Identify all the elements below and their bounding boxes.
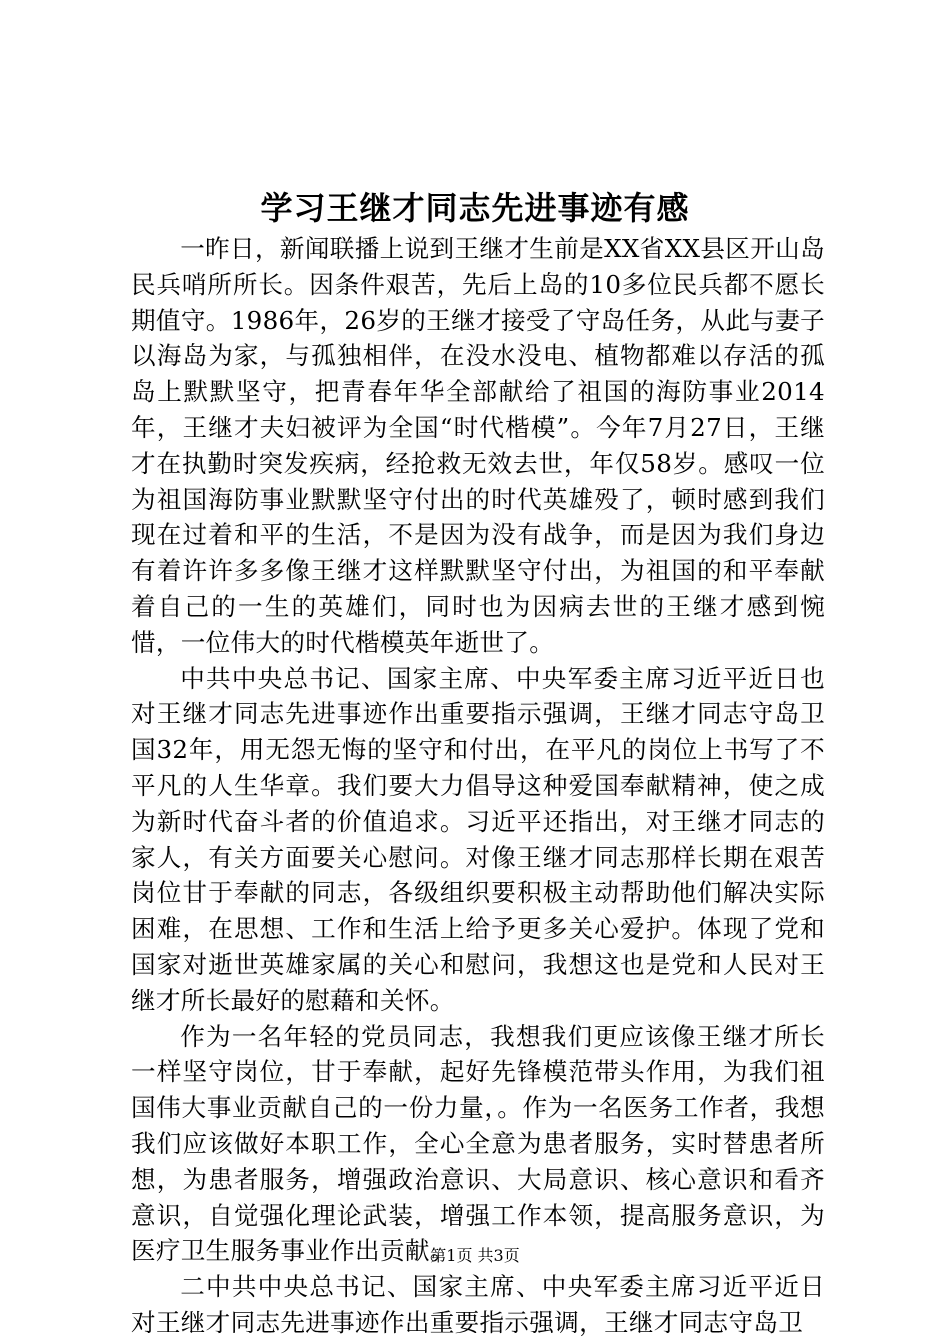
document-body <box>131 231 825 1341</box>
paragraph-3: 作为一名年轻的党员同志，我想我们更应该像王继才所长一样坚守岗位，甘于奉献，起好先锋模范带头作用，为我们祖国伟大事业贡献自己的一份力量，。作为一名医务工作者，我想我们应该做好本职工作，全心全意为患者服务，实时替患者所想，为患者服务，增强政治意识、大局意识、核心意识和看齐意识，自觉强化理论武装，增强工作本领，提高服务意识，为医疗卫生服务事业作出贡献。 <box>131 1021 825 1266</box>
document-title: 学习王继才同志先进事迹有感 <box>260 189 690 227</box>
paragraph-4: 二中共中央总书记、国家主席、中央军委主席习近平近日对王继才同志先进事迹作出重要指示强调，王继才同志守岛卫 <box>131 1272 825 1337</box>
paragraph-1: 一昨日，新闻联播上说到王继才生前是XX省XX县区开山岛民兵哨所所长。因条件艰苦，先后上岛的10多位民兵都不愿长期值守。1986年，26岁的王继才接受了守岛任务，从此与妻子以海岛为家，与孤独相伴，在没水没电、植物都难以存活的孤岛上默默坚守，把青春年华全部献给了祖国的海防事业2014年，王继才夫妇被评为全国“时代楷模”。今年7月27日，王继才在执勤时突发疾病，经抢救无效去世，年仅58岁。感叹一位为祖国海防事业默默坚守付出的时代英雄殁了，顿时感到我们现在过着和平的生活，不是因为没有战争，而是因为我们身边有着许许多多像王继才这样默默坚守付出，为祖国的和平奉献着自己的一生的英雄们，同时也为因病去世的王继才感到惋惜，一位伟大的时代楷模英年逝世了。 <box>131 234 825 657</box>
paragraph-2: 中共中央总书记、国家主席、中央军委主席习近平近日也对王继才同志先进事迹作出重要指示强调，王继才同志守岛卫国32年，用无怨无悔的坚守和付出，在平凡的岗位上书写了不平凡的人生华章。我们要大力倡导这种爱国奉献精神，使之成为新时代奋斗者的价值追求。习近平还指出，对王继才同志的家人，有关方面要关心慰问。对像王继才同志那样长期在艰苦岗位甘于奉献的同志，各级组织要积极主动帮助他们解决实际困难，在思想、工作和生活上给予更多关心爱护。体现了党和国家对逝世英雄家属的关心和慰问，我想这也是党和人民对王继才所长最好的慰藉和关怀。 <box>131 663 825 1015</box>
page-number-footer: 第1页 共3页 <box>430 1246 520 1265</box>
